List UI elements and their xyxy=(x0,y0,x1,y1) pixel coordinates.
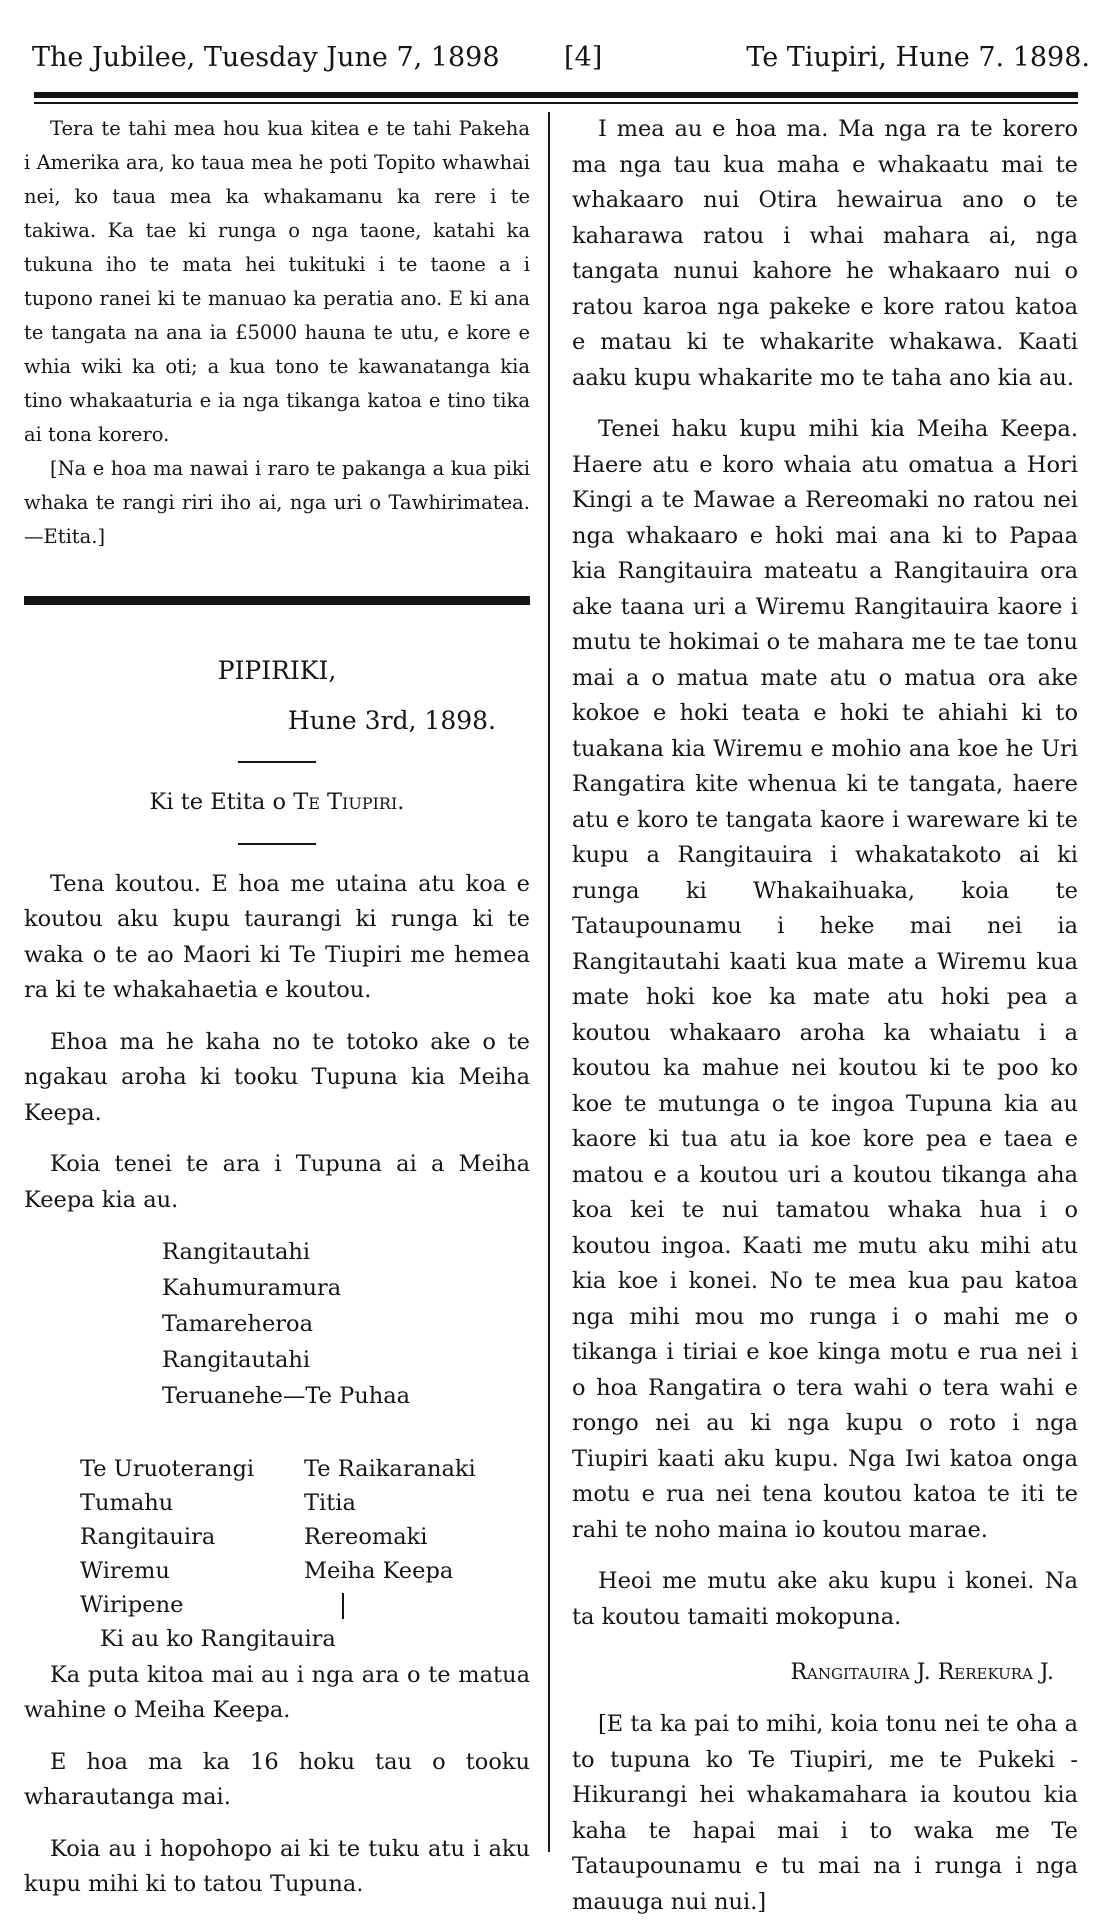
genealogy-name: Kahumuramura xyxy=(162,1275,342,1301)
left-column xyxy=(24,112,530,1903)
letter-salutation xyxy=(24,785,530,821)
letter-paragraph: Tenei haku kupu mihi kia Meiha Keepa. Haere atu e koro whaia atu omatua a Hori Kingi a te Mawae a Rereomaki no ratou nei nga whakaaro e hoki mai ana ki to Papaa kia Rangitauira mateatu a Rangitauira ora ake taana uri a Wiremu Rangitauira kaore i mutu te hokimai o te mahara me te tae tonu mai a o matua mate atu o matua ora ake kokoe e hoki teata e hoki te ahiahi ki to tuakana kia Wiremu e mohio ana koe he Uri Rangatira kite whenua ki te tangata, haere atu e koro te tangata kaore i wareware ki te kupu a Rangitauira i whakatakoto ai ki runga ki Whakaihuaka, koia te Tataupounamu i heke mai nei ia Rangitautahi kaati kua mate a Wiremu kua mate hoki koe ka mate atu hoki pea a koutou whakaaro aroha ka whaiatu i a koutou ka mahue nei koutou ki te poo ko koe te mutunga o te ingoa Tupuna kia au kaore ki tua atu ia koe kore pea e taea e matou e a koutou uri a koutou tikanga aha koa kei te nui tamatou whaka hua i o koutou ingoa. Kaati me mutu aku mihi atu kia koe i konei. No te mea kua pau katoa nga mihi mou mo runga i o mahi me o tikanga i tiriai e koe kinga motu e rua nei i o hoa Rangatira o tera wahi o tera wahi e rongo nei au ki nga kupu o roto i nga Tiupiri kaati aku kupu. Nga Iwi katoa onga motu e rua nei tena koutou katoa te iti te rahi te noho maina io koutou marae. xyxy=(572,416,1078,1543)
salutation-newspaper-name: Te Tiupiri. xyxy=(293,789,405,815)
column-divider xyxy=(548,112,550,1852)
lineage-right-name: Te Raikaranaki xyxy=(304,1456,476,1482)
genealogy-list xyxy=(24,1234,530,1414)
letter-paragraph: Ehoa ma he kaha no te totoko ake o te ngakau aroha ki tooku Tupuna kia Meiha Keepa. xyxy=(24,1028,530,1126)
letter-paragraph: E hoa ma ka 16 hoku tau o tooku wharautanga mai. xyxy=(24,1748,530,1810)
right-column xyxy=(572,112,1078,1920)
letter-paragraph: Koia au i hopohopo ai ki te tuku atu i aku kupu mihi ki to tatou Tupuna. xyxy=(24,1835,530,1897)
page-number: [4] xyxy=(564,42,603,73)
letter-closing: Heoi me mutu ake aku kupu i konei. Na ta koutou tamaiti mokopuna. xyxy=(572,1568,1078,1630)
news-item-paragraph: Tera te tahi mea hou kua kitea e te tahi Pakeha i Amerika ara, ko taua mea he poti Topito whawhai nei, ko taua mea ka whakamanu ka rere i te takiwa. Ka tae ki runga o nga taone, katahi ka tukuna iho te mata hei tukituki i te taone a i tupono ranei ki te manuao ka peratia ano. E ki ana te tangata na ana ia £5000 hauna te utu, e kore e whia wiki ka oti; a kua tono te kawanatanga kia tino whakaaturia e ia nga tikanga katoa e tino tika ai tona korero. xyxy=(24,117,530,446)
letter-date: Hune 3rd, 1898. xyxy=(287,706,496,735)
lineage-right-name: Meiha Keepa xyxy=(304,1558,454,1584)
masthead-rule-thick xyxy=(34,92,1078,98)
genealogy-name: Teruanehe—Te Puhaa xyxy=(162,1383,411,1409)
salutation-prefix: Ki te Etita o xyxy=(149,789,287,815)
letter-paragraph: Ka puta kitoa mai au i nga ara o te matua wahine o Meiha Keepa. xyxy=(24,1661,530,1723)
genealogy-name: Rangitautahi xyxy=(162,1347,311,1373)
editor-note: [E ta ka pai to mihi, koia tonu nei te oha a to tupuna ko Te Tiupiri, me te Pukeki - Hikurangi hei whakamahara ia koutou kia kaha te hapai mai i to waka me Te Tataupounamu e tu mai na i runga i nga mauuga nui nui.] xyxy=(572,1711,1078,1915)
editor-note: [Na e hoa ma nawai i raro te pakanga a kua piki whaka te rangi riri iho ai, nga uri o Tawhirimatea. —Etita.] xyxy=(24,457,530,548)
masthead-rule-thin xyxy=(34,102,1078,104)
letter-place: PIPIRIKI, xyxy=(217,656,337,685)
lineage-right-name: Titia xyxy=(304,1490,356,1516)
letter-signature: Rangitauira J. Rerekura J. xyxy=(790,1660,1054,1685)
genealogy-name: Tamareheroa xyxy=(162,1311,314,1337)
letter xyxy=(24,653,530,1903)
masthead xyxy=(24,30,1090,74)
lineage-left-name: Wiremu xyxy=(80,1558,170,1584)
lineage-table xyxy=(80,1452,530,1622)
lineage-left-name: Wiripene xyxy=(80,1592,184,1618)
letter-paragraph: I mea au e hoa ma. Ma nga ra te korero ma nga tau kua maha e whakaatu mai te whakaaro nui Otira hewairua ano o te kaharawa ratou i whai mahara ai, nga tangata nunui kahore he whakaaro nui o ratou karoa nga pakeke e kore ratou katoa e matau ki te whakarite whakawa. Kaati aaku kupu whakarite mo te taha ano kia au. xyxy=(572,116,1078,391)
lineage-left-name: Rangitauira xyxy=(80,1524,216,1550)
lineage-right-name: Rereomaki xyxy=(304,1524,428,1550)
lineage-left-name: Te Uruoterangi xyxy=(80,1456,255,1482)
short-rule xyxy=(238,761,316,763)
masthead-english-title: The Jubilee, Tuesday June 7, 1898 xyxy=(32,42,500,73)
letter-paragraph: Koia tenei te ara i Tupuna ai a Meiha Keepa kia au. xyxy=(24,1151,530,1213)
genealogy-name: Rangitautahi xyxy=(162,1239,311,1265)
short-rule xyxy=(238,843,316,845)
lineage-connector xyxy=(290,1588,530,1622)
letter-paragraph: Tena koutou. E hoa me utaina atu koa e koutou aku kupu taurangi ki runga ki te waka o te ao Maori ki Te Tiupiri me hemea ra ki te whakahaetia e koutou. xyxy=(24,870,530,1003)
lineage-left-name: Tumahu xyxy=(80,1490,174,1516)
lineage-conclusion: Ki au ko Rangitauira xyxy=(100,1626,336,1652)
section-divider xyxy=(24,596,530,605)
masthead-maori-title: Te Tiupiri, Hune 7. 1898. xyxy=(746,42,1090,73)
